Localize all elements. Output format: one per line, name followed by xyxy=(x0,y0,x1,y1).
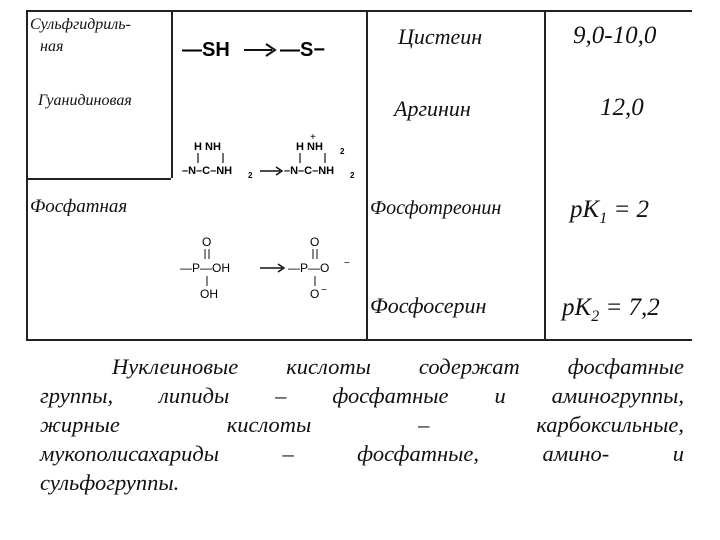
group-name-sulfhydryl-line2: ная xyxy=(40,38,64,55)
table-row-divider xyxy=(26,178,171,180)
phosphate-right-row: —P—O xyxy=(288,261,330,275)
amino-acid-phosphothreonine: Фосфотреонин xyxy=(370,197,502,219)
phosphate-formula xyxy=(176,232,362,302)
phosphate-left-oh-bottom: OH xyxy=(200,287,218,301)
guanidine-left-sub: 2 xyxy=(248,171,253,180)
guanidine-right-plus: + xyxy=(310,132,316,143)
pk-cysteine: 9,0-10,0 xyxy=(573,22,657,49)
pk-phosphothreonine xyxy=(570,196,649,228)
guanidine-right-mid: –N–C–NH xyxy=(284,165,335,177)
pk-label: pK xyxy=(570,196,600,223)
pk-phosphoserine xyxy=(562,294,660,326)
thiol-left-text: —SH xyxy=(182,39,230,61)
paragraph-line: мукополисахариды – фосфатные, амино- и xyxy=(40,441,684,466)
groups-table xyxy=(26,10,692,340)
amino-acid-phosphoserine: Фосфосерин xyxy=(370,293,487,318)
group-name-guanidine: Гуанидиновая xyxy=(38,92,132,109)
paragraph-line: сульфогруппы. xyxy=(40,470,180,495)
table-border-bottom xyxy=(26,339,692,341)
amino-acid-cysteine: Цистеин xyxy=(398,24,483,49)
phosphate-right-charge: − xyxy=(344,258,350,269)
phosphate-left-row: —P—OH xyxy=(180,261,231,275)
pk-label: pK xyxy=(562,294,592,321)
guanidine-right-top-sub: 2 xyxy=(340,147,345,156)
amino-acid-arginine: Аргинин xyxy=(394,96,471,121)
guanidine-left-top: H NH xyxy=(194,141,221,153)
paragraph-line: жирные кислоты – карбоксильные, xyxy=(40,412,684,437)
table-border-left xyxy=(26,10,28,340)
pk-value: = 7,2 xyxy=(599,294,660,321)
body-paragraph xyxy=(40,352,684,497)
phosphate-left-o-top: O xyxy=(202,235,212,249)
pk-value: = 2 xyxy=(607,196,650,223)
group-name-phosphate: Фосфатная xyxy=(30,196,128,217)
guanidine-formula xyxy=(176,128,362,188)
guanidine-left-mid: –N–C–NH xyxy=(182,165,233,177)
table-column-divider-1 xyxy=(171,10,173,178)
phosphate-right-o-top: O xyxy=(310,235,320,249)
table-column-divider-2 xyxy=(366,10,368,340)
group-name-sulfhydryl: Сульфгидриль- xyxy=(30,16,131,33)
guanidine-right-sub: 2 xyxy=(350,171,355,180)
phosphate-right-o-bottom: O xyxy=(310,287,320,301)
paragraph-line: группы, липиды – фосфатные и аминогруппы, xyxy=(40,383,684,408)
table-border-top xyxy=(26,10,692,12)
guanidine-right-top: H NH xyxy=(296,141,323,153)
pk-subscript: 2 xyxy=(591,308,600,325)
thiol-formula xyxy=(176,30,361,70)
phosphate-right-o-bottom-charge: − xyxy=(321,285,327,296)
thiol-right-text: —S− xyxy=(280,39,326,61)
paragraph-line: Нуклеиновые кислоты содержат фосфатные xyxy=(112,354,684,379)
pk-arginine: 12,0 xyxy=(600,94,644,121)
pk-subscript: 1 xyxy=(599,210,608,227)
table-column-divider-3 xyxy=(544,10,546,340)
